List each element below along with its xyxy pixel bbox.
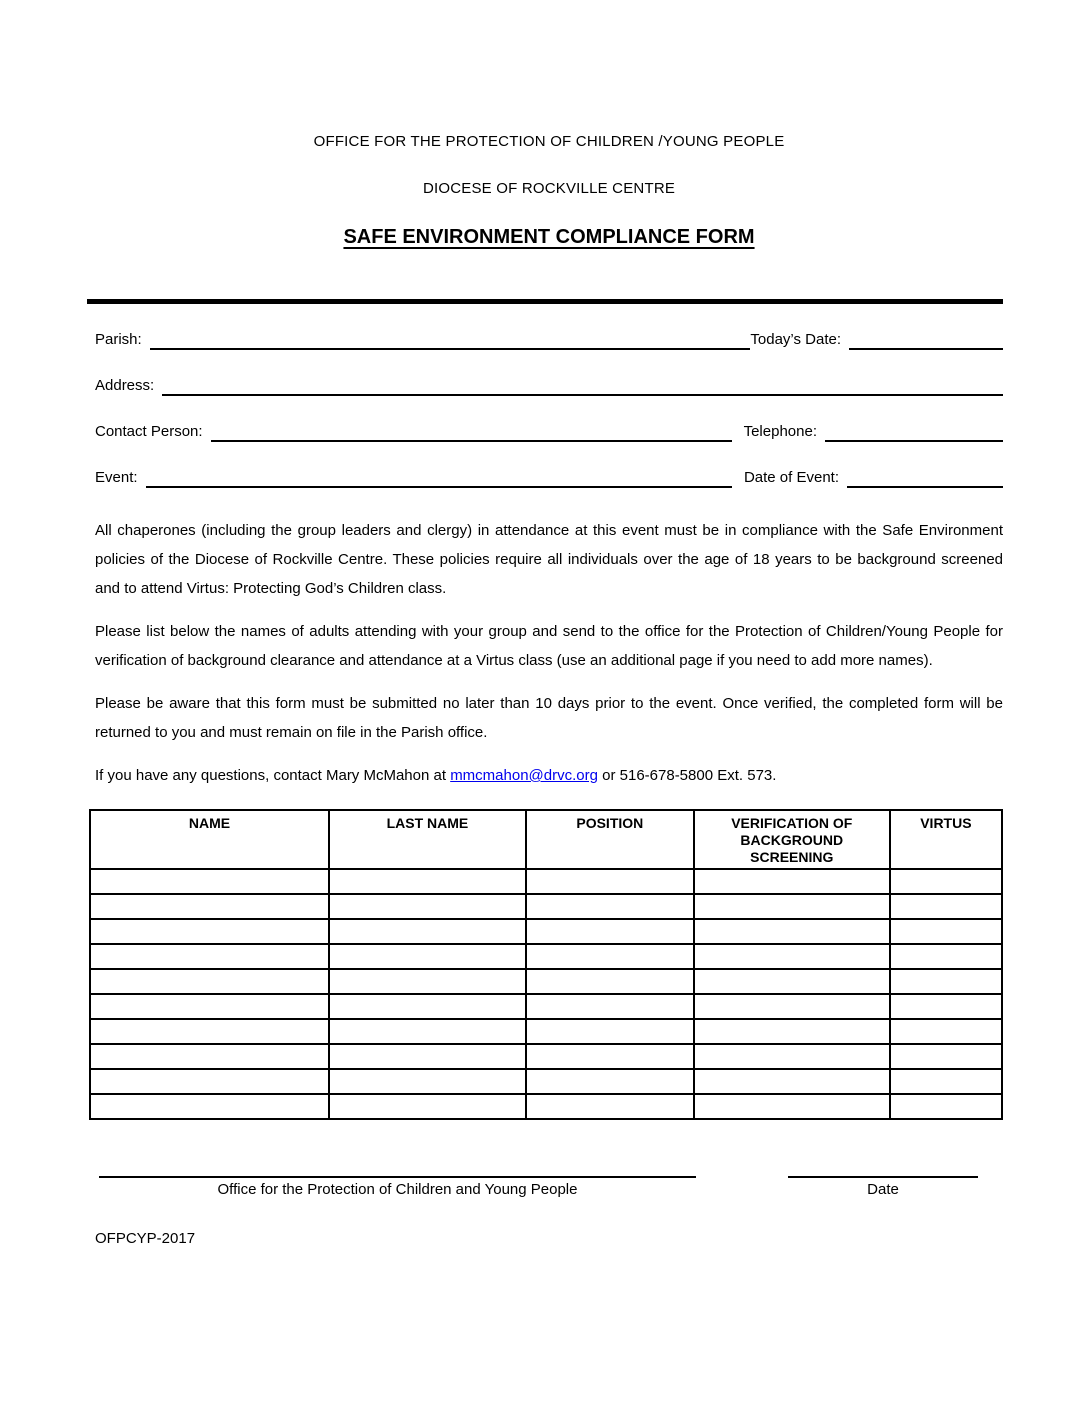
document-title xyxy=(95,226,1003,249)
table-cell xyxy=(694,869,890,894)
parish-field-line xyxy=(150,331,751,350)
table-cell xyxy=(890,869,1002,894)
table-cell xyxy=(890,894,1002,919)
office-signature-label: Office for the Protection of Children and Young People xyxy=(217,1181,578,1198)
contact-telephone-row xyxy=(95,423,1003,442)
table-cell xyxy=(890,1044,1002,1069)
telephone-label: Telephone: xyxy=(743,423,817,440)
table-row xyxy=(90,1044,1002,1069)
body-copy xyxy=(95,516,1003,790)
date-signature-label: Date xyxy=(867,1181,899,1198)
table-cell xyxy=(694,944,890,969)
roster-table-body xyxy=(90,869,1002,1119)
contact-prefix-text: If you have any questions, contact Mary McMahon at xyxy=(95,767,451,784)
table-row xyxy=(90,869,1002,894)
attendees-table-header xyxy=(90,810,1002,869)
table-cell xyxy=(90,944,329,969)
office-header-line: OFFICE FOR THE PROTECTION OF CHILDREN /YOUNG PEOPLE xyxy=(313,133,785,150)
table-cell xyxy=(890,944,1002,969)
column-header-virtus: VIRTUS xyxy=(890,810,1002,869)
table-cell xyxy=(526,944,694,969)
table-cell xyxy=(90,969,329,994)
section-divider xyxy=(87,299,1003,304)
table-cell xyxy=(329,944,526,969)
event-label: Event: xyxy=(95,469,138,486)
column-header-last-name: LAST NAME xyxy=(329,810,526,869)
table-cell xyxy=(526,869,694,894)
office-signature-block xyxy=(99,1176,696,1198)
table-row xyxy=(90,894,1002,919)
table-cell xyxy=(90,1019,329,1044)
table-cell xyxy=(329,969,526,994)
contact-suffix-text: or 516-678-5800 Ext. 573. xyxy=(597,767,777,784)
table-cell xyxy=(694,1044,890,1069)
paragraph-contact xyxy=(95,761,1003,790)
header-row xyxy=(90,810,1002,869)
table-cell xyxy=(90,919,329,944)
table-cell xyxy=(694,919,890,944)
table-cell xyxy=(526,894,694,919)
table-row xyxy=(90,919,1002,944)
table-cell xyxy=(890,1019,1002,1044)
table-cell xyxy=(329,869,526,894)
table-row xyxy=(90,969,1002,994)
date-signature-block xyxy=(788,1176,978,1198)
table-cell xyxy=(526,1044,694,1069)
paragraph-compliance: All chaperones (including the group leaders and clergy) in attendance at this event must be in compliance with the Safe Environment policies of the Diocese of Rockville Centre. These policies require all individuals over the age of 18 years to be background screened and to attend Virtus: Protecting God’s Children class. xyxy=(95,522,1003,597)
table-cell xyxy=(694,969,890,994)
telephone-field-line xyxy=(825,423,1003,442)
column-header-verification: VERIFICATION OF BACKGROUND SCREENING xyxy=(694,810,890,869)
table-row xyxy=(90,944,1002,969)
table-cell xyxy=(90,1044,329,1069)
email-link[interactable]: mmcmahon@drvc.org xyxy=(450,767,598,784)
table-cell xyxy=(329,1044,526,1069)
table-cell xyxy=(890,1069,1002,1094)
date-signature-line xyxy=(788,1176,978,1178)
table-cell xyxy=(329,1069,526,1094)
paragraph-deadline: Please be aware that this form must be submitted no later than 10 days prior to the event. Once verified, the completed form will be returned to you and must remain on file in the Parish office. xyxy=(95,695,1003,741)
address-field-line xyxy=(162,377,1003,396)
table-cell xyxy=(526,994,694,1019)
address-label: Address: xyxy=(95,377,155,394)
attendees-table xyxy=(89,809,1003,1120)
paragraph-list-names: Please list below the names of adults attending with your group and send to the office for the Protection of Children/Young People for verification of background clearance and attendance at a Virtus class (use an additional page if you need to add more names). xyxy=(95,623,1003,669)
table-cell xyxy=(694,994,890,1019)
table-cell xyxy=(90,994,329,1019)
table-row xyxy=(90,1019,1002,1044)
date-of-event-label: Date of Event: xyxy=(743,469,839,486)
event-date-row xyxy=(95,469,1003,488)
table-cell xyxy=(890,969,1002,994)
table-cell xyxy=(694,1019,890,1044)
table-cell xyxy=(329,894,526,919)
table-cell xyxy=(526,1019,694,1044)
parish-label: Parish: xyxy=(95,331,142,348)
form-code: OFPCYP-2017 xyxy=(95,1230,196,1247)
address-row xyxy=(95,377,1003,396)
table-cell xyxy=(329,994,526,1019)
table-cell xyxy=(329,919,526,944)
table-cell xyxy=(526,969,694,994)
table-cell xyxy=(890,994,1002,1019)
todays-date-label: Today’s Date: xyxy=(750,331,841,348)
parish-date-row xyxy=(95,331,1003,350)
diocese-header-line: DIOCESE OF ROCKVILLE CENTRE xyxy=(422,180,676,197)
table-cell xyxy=(890,919,1002,944)
table-row xyxy=(90,1094,1002,1119)
event-field-line xyxy=(146,469,732,488)
table-cell xyxy=(526,1094,694,1119)
table-cell xyxy=(890,1094,1002,1119)
table-row xyxy=(90,994,1002,1019)
signature-row xyxy=(95,1176,1003,1198)
table-cell xyxy=(329,1094,526,1119)
table-cell xyxy=(90,894,329,919)
table-cell xyxy=(526,919,694,944)
table-row xyxy=(90,1069,1002,1094)
column-header-position: POSITION xyxy=(526,810,694,869)
table-cell xyxy=(526,1069,694,1094)
contact-person-label: Contact Person: xyxy=(95,423,203,440)
table-cell xyxy=(694,1094,890,1119)
table-cell xyxy=(90,1094,329,1119)
date-of-event-field-line xyxy=(847,469,1003,488)
office-signature-line xyxy=(99,1176,696,1178)
document-title-text: SAFE ENVIRONMENT COMPLIANCE FORM xyxy=(343,226,755,248)
table-cell xyxy=(90,869,329,894)
table-cell xyxy=(694,1069,890,1094)
table-cell xyxy=(694,894,890,919)
table-cell xyxy=(329,1019,526,1044)
column-header-name: NAME xyxy=(90,810,329,869)
table-cell xyxy=(90,1069,329,1094)
contact-person-field-line xyxy=(211,423,732,442)
todays-date-field-line xyxy=(849,331,1003,350)
